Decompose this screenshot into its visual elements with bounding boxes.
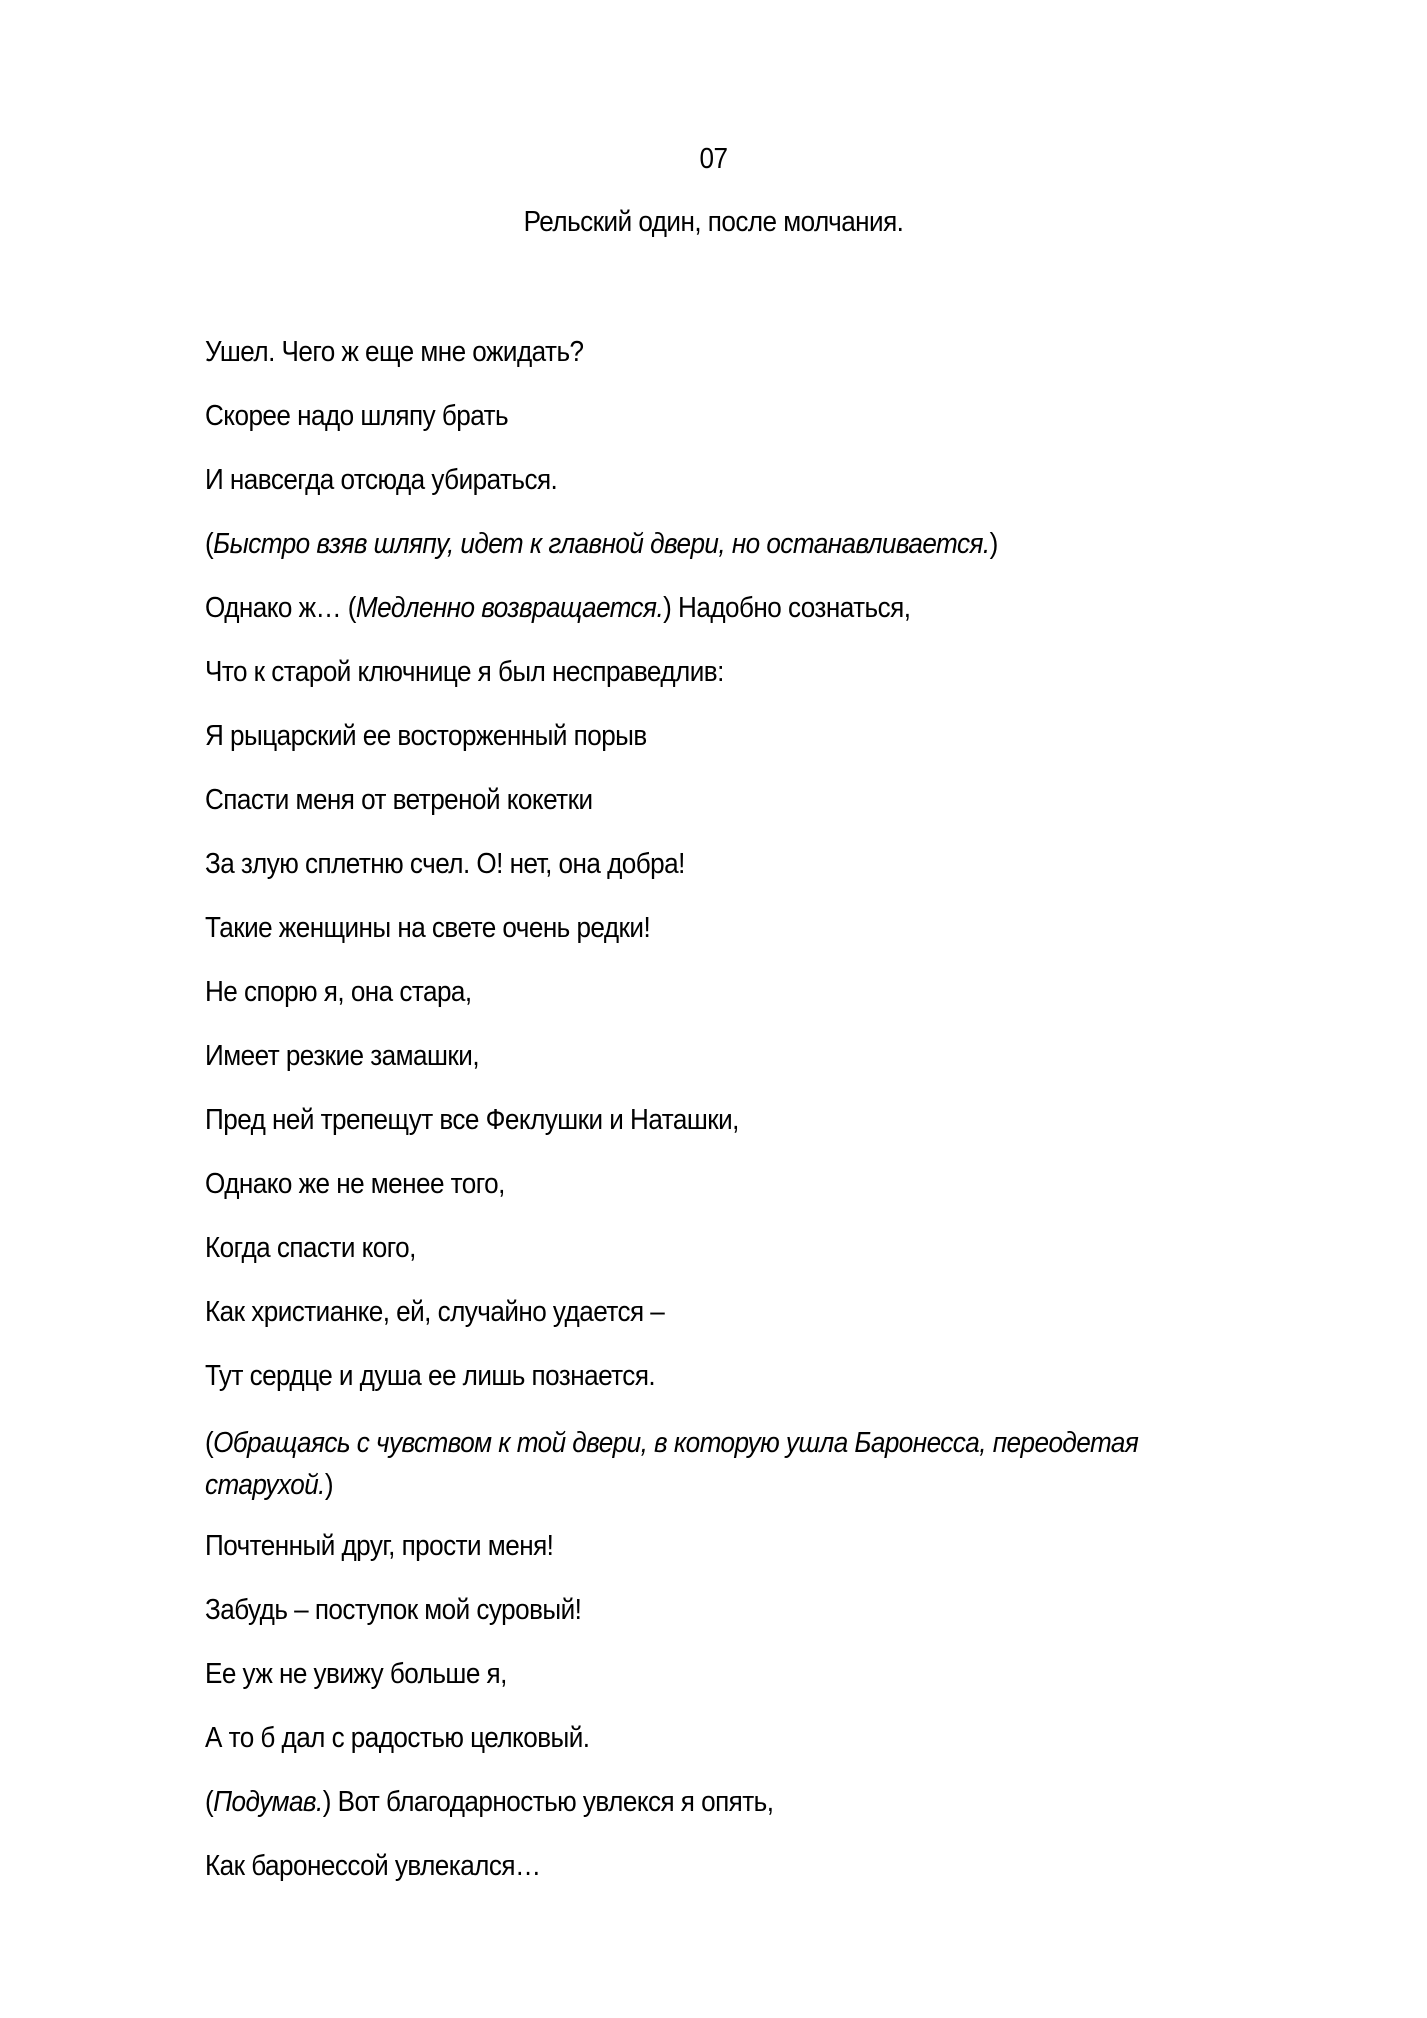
verse-text: ) [989, 528, 998, 560]
verse-text: Ушел. Чего ж еще мне ожидать? [205, 336, 584, 368]
verse-line [205, 1102, 1305, 1166]
verse-line [205, 974, 1305, 1038]
stage-direction: Подумав. [213, 1786, 323, 1818]
verse-line-text [205, 462, 557, 498]
verse-line [205, 1656, 1305, 1720]
verse-text: Тут сердце и душа ее лишь познается. [205, 1360, 656, 1392]
verse-line-text [205, 590, 910, 626]
stage-direction: Обращаясь с чувством к той двери, в которую ушла Баронесса, переодетая старухой. [205, 1427, 1139, 1501]
verse-text: Имеет резкие замашки, [205, 1040, 480, 1072]
verse-line [205, 1592, 1305, 1656]
verse-line-text [205, 398, 508, 434]
verse-line-text [205, 1528, 553, 1564]
verse-line [205, 334, 1305, 398]
verse-line [205, 526, 1305, 590]
verse-text: Почтенный друг, прости меня! [205, 1530, 554, 1562]
verse-text: Я рыцарский ее восторженный порыв [205, 720, 647, 752]
verse-text: А то б дал с радостью целковый. [205, 1722, 590, 1754]
verse-line [205, 1230, 1305, 1294]
verse-text: Забудь – поступок мой суровый! [205, 1594, 582, 1626]
verse-line-text [205, 526, 998, 562]
verse-line-text [205, 1294, 664, 1330]
verse-line-text [205, 1038, 479, 1074]
verse-line [205, 462, 1305, 526]
verse-line [205, 590, 1305, 654]
stage-direction: Медленно возвращается. [355, 592, 664, 624]
verse-line [205, 1422, 1305, 1528]
verse-line [205, 1294, 1305, 1358]
verse-text: Ее уж не увижу больше я, [205, 1658, 507, 1690]
verse-text: Что к старой ключнице я был несправедлив: [205, 656, 724, 688]
verse-line-text [205, 1358, 655, 1394]
verse-line-text [205, 654, 724, 690]
verse-text: Как христианке, ей, случайно удается – [205, 1296, 665, 1328]
verse-text: И навсегда отсюда убираться. [205, 464, 558, 496]
verse-text: Когда спасти кого, [205, 1232, 416, 1264]
verse-line [205, 718, 1305, 782]
verse-line-text [205, 1720, 589, 1756]
verse-line-text [205, 1102, 739, 1138]
verse-line [205, 654, 1305, 718]
verse-text: Спасти меня от ветреной кокетки [205, 784, 593, 816]
verse-line-text [205, 1422, 1177, 1506]
verse-line-text [205, 1848, 541, 1884]
verse-line [205, 910, 1305, 974]
verse-line [205, 1720, 1305, 1784]
verse-line-text [205, 1592, 581, 1628]
verse-body [205, 334, 1305, 1912]
verse-line [205, 782, 1305, 846]
verse-line [205, 1528, 1305, 1592]
verse-text: ( [205, 528, 214, 560]
verse-line-text [205, 334, 583, 370]
verse-line [205, 1784, 1305, 1848]
verse-line-text [205, 846, 685, 882]
verse-line [205, 1358, 1305, 1422]
verse-line-text [205, 1166, 505, 1202]
scene-number: 07 [699, 143, 728, 175]
verse-text: Не спорю я, она стара, [205, 976, 472, 1008]
verse-text: Такие женщины на свете очень редки! [205, 912, 651, 944]
verse-line-text [205, 1784, 773, 1820]
verse-line [205, 1038, 1305, 1102]
scene-heading: Рельский один, после молчания. [523, 206, 904, 238]
verse-text: За злую сплетню счел. О! нет, она добра! [205, 848, 685, 880]
stage-direction: Быстро взяв шляпу, идет к главной двери, но останавливается. [213, 528, 990, 560]
verse-text: Однако ж… ( [205, 592, 356, 624]
verse-line-text [205, 1230, 416, 1266]
verse-text: ( [205, 1786, 214, 1818]
verse-line [205, 1166, 1305, 1230]
verse-line-text [205, 1656, 507, 1692]
verse-line [205, 1848, 1305, 1912]
verse-text: ( [205, 1427, 214, 1459]
verse-line-text [205, 910, 650, 946]
verse-line-text [205, 718, 647, 754]
verse-text: Как баронессой увлекался… [205, 1850, 541, 1882]
verse-line-text [205, 782, 593, 818]
verse-line-text [205, 974, 472, 1010]
verse-text: ) Надобно сознаться, [663, 592, 911, 624]
verse-text: Пред ней трепещут все Феклушки и Наташки, [205, 1104, 739, 1136]
verse-text: ) [324, 1469, 334, 1501]
verse-line [205, 846, 1305, 910]
verse-text: ) Вот благодарностью увлекся я опять, [322, 1786, 774, 1818]
verse-text: Однако же не менее того, [205, 1168, 505, 1200]
verse-line [205, 398, 1305, 462]
verse-text: Скорее надо шляпу брать [205, 400, 509, 432]
